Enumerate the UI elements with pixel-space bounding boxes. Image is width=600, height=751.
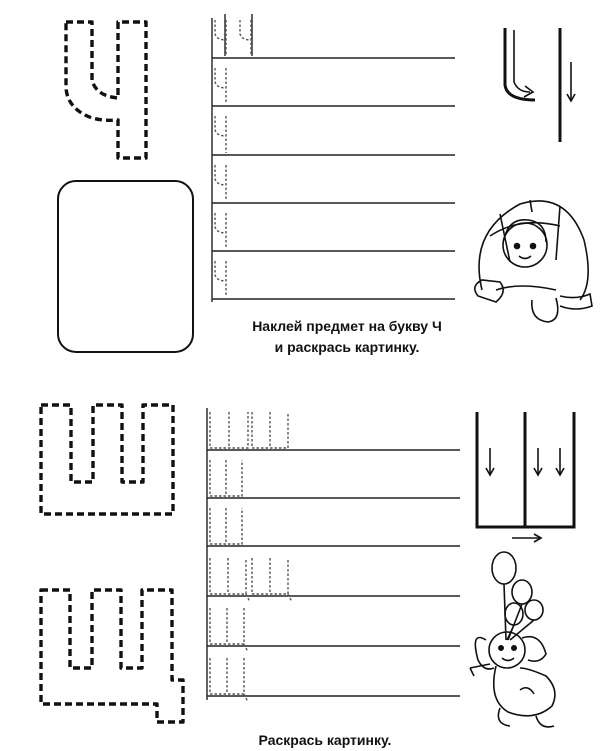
top-caption-line1: Наклей предмет на букву Ч xyxy=(252,318,442,334)
top-caption xyxy=(222,316,472,358)
bottom-writing-lines xyxy=(207,408,460,700)
dashed-letter-sha xyxy=(41,405,173,514)
top-caption-line2: и раскрась картинку. xyxy=(274,339,420,355)
dashed-letter-shcha xyxy=(41,590,183,722)
dashed-letter-che xyxy=(66,22,146,158)
top-writing-lines xyxy=(212,14,455,302)
tracing-letters-che xyxy=(215,20,251,297)
tracing-letters-sha-shcha xyxy=(210,412,292,702)
bottom-caption: Раскрась картинку. xyxy=(258,732,392,748)
stroke-demo-che xyxy=(505,28,575,142)
sticker-placeholder-box[interactable] xyxy=(58,181,193,352)
turtle-picture xyxy=(475,200,592,322)
puppy-balloons-picture xyxy=(470,552,555,727)
stroke-demo-sha xyxy=(477,412,574,542)
